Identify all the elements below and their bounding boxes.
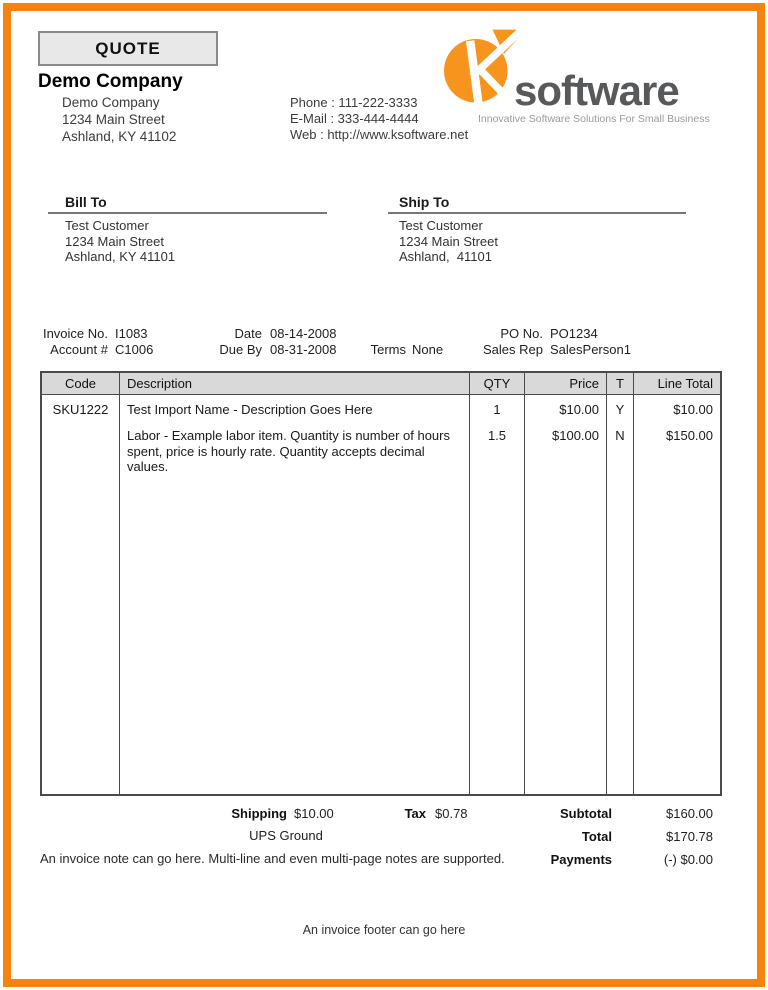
cell-description: Labor - Example labor item. Quantity is number of hours spent, price is hourly rate. Quantity accepts decimal values. — [120, 419, 470, 477]
cell-line-total: $150.00 — [666, 428, 713, 443]
table-empty-space — [42, 477, 720, 795]
due-by-label: Due By — [219, 342, 262, 357]
sales-rep-label: Sales Rep — [483, 342, 543, 357]
ksoftware-logo — [444, 29, 724, 125]
invoice-meta — [11, 326, 757, 360]
ship-to-heading: Ship To — [388, 194, 686, 214]
company-address — [62, 94, 176, 145]
ship-to-line: Ashland, 41101 — [399, 249, 492, 264]
shipping-label: Shipping — [231, 806, 287, 821]
header-taxable: T — [607, 373, 634, 394]
cell-taxable: Y — [607, 395, 634, 419]
account-label: Account # — [50, 342, 108, 357]
total-label: Total — [581, 829, 612, 844]
company-address-line: Demo Company — [62, 95, 160, 110]
ship-to-line: 1234 Main Street — [399, 233, 499, 249]
terms-value: None — [412, 342, 444, 357]
invoice-footer: An invoice footer can go here — [302, 923, 466, 937]
company-contact — [290, 95, 468, 143]
header-code: Code — [42, 373, 120, 394]
logo-tagline: Innovative Software Solutions For Small Business — [478, 113, 710, 125]
invoice-no-value: I1083 — [115, 326, 148, 341]
terms-label: Terms — [370, 342, 406, 357]
po-no-value: PO1234 — [550, 326, 598, 341]
bill-to-heading: Bill To — [48, 194, 327, 214]
company-email: E-Mail : 333-444-4444 — [290, 111, 419, 126]
po-no-label: PO No. — [500, 326, 543, 341]
cell-taxable: N — [607, 419, 634, 477]
table-row — [42, 395, 720, 419]
table-row — [42, 419, 720, 477]
page-orange-frame — [3, 3, 765, 987]
cell-code — [42, 419, 120, 477]
tax-label: Tax — [404, 806, 426, 821]
header-price: Price — [525, 373, 607, 394]
payments-label: Payments — [550, 852, 612, 867]
ship-to-line: Test Customer — [399, 218, 483, 233]
company-address-line: 1234 Main Street — [62, 112, 165, 127]
header-line-total: Line Total — [657, 376, 713, 391]
company-website: Web : http://www.ksoftware.net — [290, 127, 469, 142]
due-by-value: 08-31-2008 — [270, 342, 337, 357]
document-type-badge: QUOTE — [38, 31, 218, 66]
company-phone: Phone : 111-222-3333 — [290, 95, 418, 110]
bill-to-line: Ashland, KY 41101 — [65, 249, 176, 264]
cell-description: Test Import Name - Description Goes Here — [120, 395, 470, 419]
company-address-line: Ashland, KY 41102 — [62, 129, 177, 144]
cell-line-total: $10.00 — [673, 402, 713, 417]
invoice-no-label: Invoice No. — [42, 326, 108, 341]
account-value: C1006 — [115, 342, 154, 357]
sales-rep-value: SalesPerson1 — [550, 342, 631, 357]
date-label: Date — [234, 326, 262, 341]
cell-qty: 1 — [470, 395, 525, 419]
totals-section — [11, 806, 757, 878]
total-value: $170.78 — [666, 829, 713, 844]
shipping-value: $10.00 — [294, 806, 334, 821]
subtotal-label: Subtotal — [560, 806, 612, 821]
ship-to-section — [388, 194, 686, 265]
line-items-table — [40, 371, 722, 796]
company-name: Demo Company — [38, 71, 183, 92]
cell-qty: 1.5 — [470, 419, 525, 477]
invoice-note: An invoice note can go here. Multi-line and even multi-page notes are supported. — [40, 851, 505, 866]
payments-value: (-) $0.00 — [663, 852, 713, 867]
cell-price: $10.00 — [525, 395, 607, 419]
bill-to-line: 1234 Main Street — [65, 233, 165, 249]
header-qty: QTY — [470, 373, 525, 394]
cell-price: $100.00 — [525, 419, 607, 477]
bill-to-section — [48, 194, 327, 265]
cell-code: SKU1222 — [42, 395, 120, 419]
date-value: 08-14-2008 — [270, 326, 337, 341]
tax-value: $0.78 — [435, 806, 468, 821]
logo-brand-text: software — [514, 67, 679, 114]
shipping-method: UPS Ground — [249, 828, 323, 843]
subtotal-value: $160.00 — [666, 806, 713, 821]
header-description: Description — [120, 373, 470, 394]
table-header-row — [42, 373, 720, 395]
bill-to-line: Test Customer — [65, 218, 149, 233]
